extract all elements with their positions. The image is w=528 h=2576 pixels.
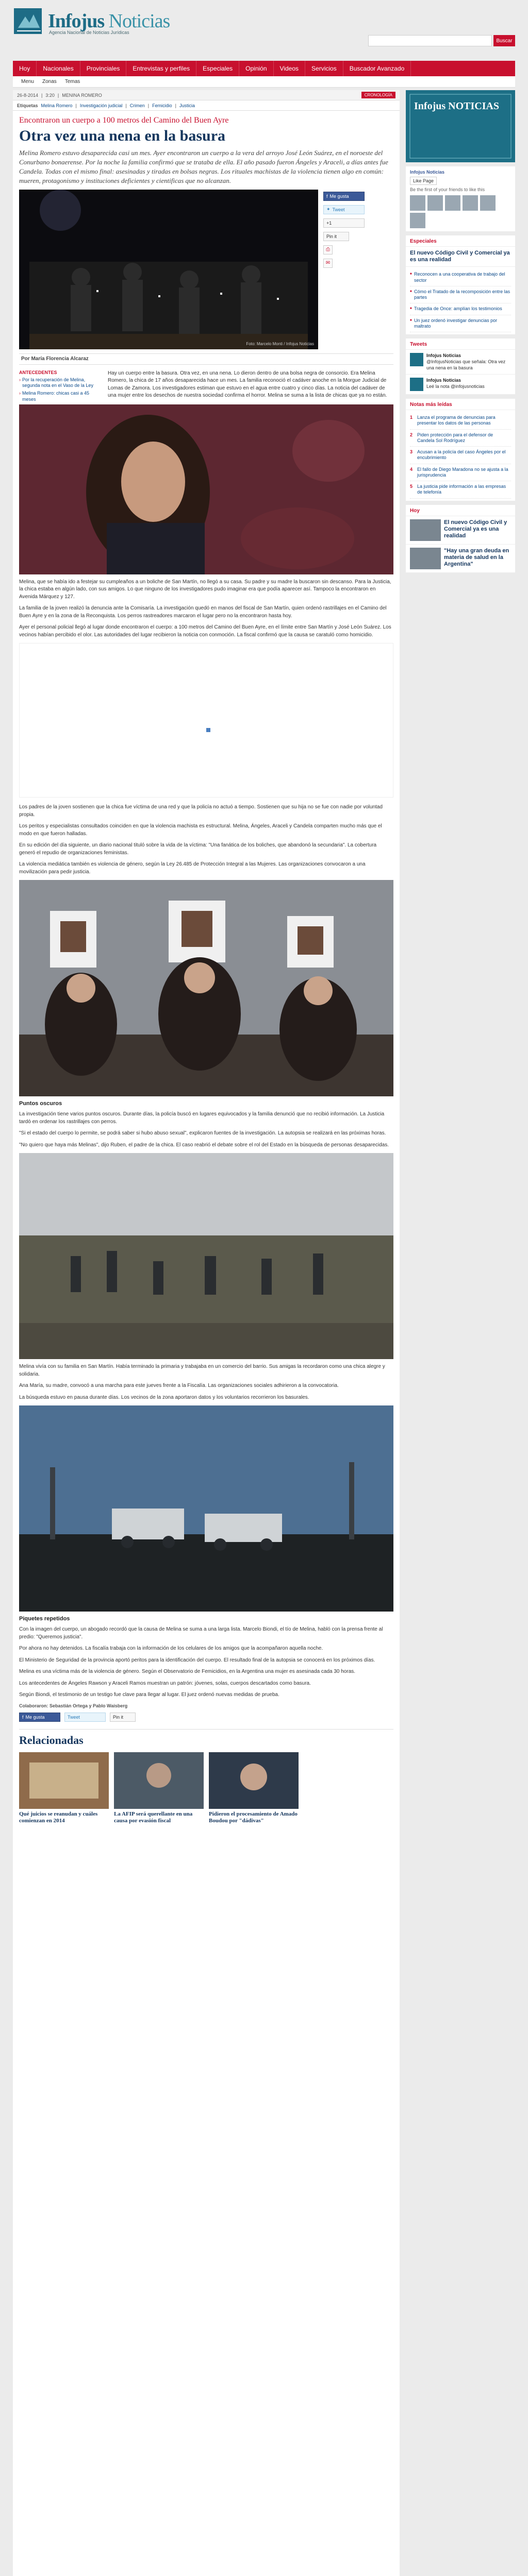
article-kicker: Encontraron un cuerpo a 100 metros del Camino del Buen Ayre xyxy=(19,116,229,125)
embedded-video[interactable] xyxy=(19,643,393,798)
list-item[interactable]: ■ Tragedia de Once: amplían los testimonios xyxy=(410,303,511,315)
nav-item-nacionales[interactable]: Nacionales xyxy=(37,61,80,76)
list-item[interactable]: 1 Lanza el programa de denuncias para presentar los datos de las personas xyxy=(410,412,511,430)
nav-item-servicios[interactable]: Servicios xyxy=(305,61,343,76)
paragraph: La violencia mediática también es violencia de género, según la Ley 26.485 de Protección Integral a las Mujeres. Las organizaciones convocaron a una movilización para pedir justicia. xyxy=(19,861,366,875)
mas-leidas-list xyxy=(406,410,515,501)
hoy-feature-title-2[interactable]: "Hay una gran deuda en materia de salud en la Argentina" xyxy=(444,547,509,568)
subheading: Puntos oscuros xyxy=(19,1100,62,1107)
pin-label: Pin it xyxy=(326,233,337,239)
breadcrumb-label: Etiquetas xyxy=(17,103,38,108)
sidebar xyxy=(406,90,515,677)
avatar[interactable] xyxy=(480,195,496,211)
related-thumb[interactable] xyxy=(114,1752,204,1809)
especiales-title: Especiales xyxy=(406,235,515,247)
paragraph: "Si el estado del cuerpo lo permite, se podrá saber si hubo abuso sexual", explicaron fuentes de la investigación. La autopsia se realizará en las próximas horas. xyxy=(19,1130,386,1137)
hero-row xyxy=(13,190,400,349)
breadcrumb: Etiquetas Melina Romero | Investigación judicial | Crimen | Femicidio | Justicia xyxy=(13,100,400,111)
facebook-icon: f xyxy=(22,1714,24,1720)
tweet[interactable] xyxy=(406,350,515,375)
sidebar-banner[interactable] xyxy=(406,90,515,162)
gplus-button[interactable] xyxy=(323,218,365,228)
related-link[interactable]: › Melina Romero: chicas casi a 45 meses xyxy=(19,391,102,402)
related-grid xyxy=(19,1752,393,1824)
body-column xyxy=(108,370,393,404)
tweet-author: Infojus Noticias xyxy=(426,378,461,383)
logo-tagline: Agencia Nacional de Noticias Jurídicas xyxy=(49,30,129,35)
email-icon[interactable]: ✉ xyxy=(323,259,333,268)
related-thumb[interactable] xyxy=(19,1752,109,1809)
related-link[interactable]: › Por la recuperación de Melina, segunda nota en el Vaso de la Ley xyxy=(19,377,102,389)
twitter-icon: ✦ xyxy=(326,207,331,212)
related-item[interactable] xyxy=(209,1752,299,1824)
nav-item-hoy[interactable]: Hoy xyxy=(13,61,37,76)
paragraph: El Ministerio de Seguridad de la provincia aportó peritos para la identificación del cuerpo. El resultado final de la autopsia se conocerá en los próximos días. xyxy=(19,1657,375,1663)
article-photo-march xyxy=(19,880,393,1096)
subnav-temas[interactable]: Temas xyxy=(64,79,80,84)
article-byline: Por María Florencia Alcaraz xyxy=(19,353,393,365)
nav-item-buscador[interactable]: Buscador Avanzado xyxy=(343,61,411,76)
fb-count: Be the first of your friends to like this xyxy=(410,187,485,192)
tweet-label: Tweet xyxy=(332,207,345,212)
site-header xyxy=(13,0,515,61)
paragraph: Los peritos y especialistas consultados coinciden en que la violencia machista es estructural. Melina, Ángeles, Araceli y Candela comparten mucho más que el modo en que fueron halladas. xyxy=(19,823,382,837)
mas-leidas-widget xyxy=(406,399,515,501)
hoy-feature[interactable] xyxy=(406,516,515,545)
hoy-thumb[interactable] xyxy=(410,519,441,541)
hoy-feature-title[interactable]: El nuevo Código Civil y Comercial ya es una realidad xyxy=(444,519,507,539)
article-lead: Melina Romero estuvo desaparecida casi un mes. Ayer encontraron un cuerpo a la vera del arroyo José León Suárez, en el noroeste del Conurbano bonaerense. Por la noche la familia confirmó que se trataba de ella. El año pasado fueron Ángeles y Araceli, a días antes fue Candela. Todas con el mismo final: asesinadas y tiradas en bolsas negras. Los rituales machistas de la violencia tienen algo en común: mueren, protagonismo y instituciones deficientes y cientificas que no alcanzan. xyxy=(19,149,388,184)
avatar[interactable] xyxy=(410,213,425,228)
related-item[interactable] xyxy=(114,1752,204,1824)
tag-crimen[interactable]: Crimen xyxy=(129,103,145,108)
fb-faces xyxy=(410,195,511,228)
paragraph: La búsqueda estuvo en pausa durante días. Los vecinos de la zona aportaron datos y los voluntarios recorrieron los basurales. xyxy=(19,1394,309,1400)
paragraph: Por ahora no hay detenidos. La fiscalía trabaja con la información de los celulares de los amigos que la acompañaron aquella noche. xyxy=(19,1646,323,1652)
date-bar: 26-8-2014 | 3:20 | MENINA ROMERO CRONOLOGÍA xyxy=(13,90,400,100)
facebook-widget xyxy=(406,166,515,231)
tweet-text: @InfojusNoticias que señala: Otra vez una nena en la basura xyxy=(426,359,506,370)
especiales-list xyxy=(406,267,515,334)
subheading: Piquetes repetidos xyxy=(19,1616,70,1622)
tag-femicidio[interactable]: Femicidio xyxy=(152,103,172,108)
especiales-feature[interactable] xyxy=(406,247,515,267)
list-item-label: Lanza el programa de denuncias para presentar los datos de las personas xyxy=(417,415,496,426)
list-item[interactable]: 3 Acusan a la policía del caso Ángeles por el encubrimiento xyxy=(410,447,511,464)
paragraph: En su edición del día siguiente, un diario nacional tituló sobre la vida de la víctima: "Una fanática de los boliches, que abandonó la secundaria". La cobertura generó el repudio de organizaciones feministas. xyxy=(19,842,377,856)
banner-title: Infojus NOTICIAS xyxy=(414,100,500,112)
tweet-button[interactable] xyxy=(323,205,365,214)
list-item-label: Piden protección para el defensor de Candela Sol Rodríguez xyxy=(417,432,493,443)
logo-mark-icon xyxy=(13,5,45,37)
article-body-top xyxy=(13,365,400,404)
tag-melina-romero[interactable]: Melina Romero xyxy=(41,103,73,108)
share-column xyxy=(323,190,391,349)
nav-item-entrevistas[interactable]: Entrevistas y perfiles xyxy=(126,61,196,76)
list-item[interactable]: 2 Piden protección para el defensor de Candela Sol Rodríguez xyxy=(410,430,511,447)
article-column xyxy=(13,90,400,2576)
facebook-icon: f xyxy=(326,193,328,199)
search-button[interactable]: Buscar xyxy=(493,35,515,46)
tweets-title: Tweets xyxy=(406,338,515,350)
pin-label: Pin it xyxy=(113,1714,124,1720)
related-caption[interactable]: La AFIP será querellante en una causa por evasión fiscal xyxy=(114,1810,193,1824)
list-item[interactable]: ■ Cómo el Tratado de la recomposición entre las partes xyxy=(410,286,511,304)
related-box xyxy=(19,370,102,404)
tweet-label: Tweet xyxy=(68,1714,80,1720)
search-box xyxy=(368,35,492,46)
subnav-menu[interactable]: Menu xyxy=(21,79,35,84)
search-input[interactable] xyxy=(369,36,491,46)
logo-text: Infojus Noticias xyxy=(48,10,170,32)
paragraph: Los antecedentes de Ángeles Rawson y Araceli Ramos muestran un patrón: jóvenes, solas, cuerpos descartados como basura. xyxy=(19,1680,311,1686)
mas-leidas-title: Notas más leídas xyxy=(406,399,515,410)
related-item[interactable] xyxy=(19,1752,109,1824)
fb-page-name[interactable]: Infojus Noticias xyxy=(410,170,445,175)
paragraph: Según Biondi, el testimonio de un testigo fue clave para llegar al lugar. El juez ordenó nuevas medidas de prueba. xyxy=(19,1692,279,1698)
fb-like-page-button[interactable]: Like Page xyxy=(410,177,437,185)
related-caption[interactable]: Pidieron el procesamiento de Amado Boudou por "dádivas" xyxy=(209,1810,298,1824)
paragraph: Los padres de la joven sostienen que la chica fue víctima de una red y que la policía no actuó a tiempo. Sostienen que su hija no se fue con nadie por voluntad propia. xyxy=(19,804,383,818)
avatar[interactable] xyxy=(445,195,460,211)
print-icon[interactable]: ⎙ xyxy=(323,245,333,255)
related-box-title: ANTECEDENTES xyxy=(19,369,57,375)
paragraph: Ayer el personal policial llegó al lugar donde encontraron el cuerpo: a 100 metros del Camino del Buen Ayre, en el límite entre San Martín y José León Suárez. Los vecinos habían percibido el olor. Las autoridades del lugar recibieron la noticia con conmoción. La fiscal confirmó que la causa se caratuló como homicidio. xyxy=(19,624,391,638)
facebook-like-button[interactable] xyxy=(323,192,365,201)
cronologia-badge[interactable]: CRONOLOGÍA xyxy=(361,92,395,98)
tag-justicia[interactable]: Justicia xyxy=(179,103,195,108)
article-headline: Otra vez una nena en la basura xyxy=(19,127,226,144)
bottom-share-strip xyxy=(19,1713,393,1722)
paragraph: Con la imagen del cuerpo, un abogado recordó que la causa de Melina se suma a una larga lista. Marcelo Biondi, el tío de Melina, habló con la prensa frente al predio: "Queremos justicia". xyxy=(19,1626,383,1640)
related-caption[interactable]: Qué juicios se reanudan y cuáles comienzan en 2014 xyxy=(19,1810,98,1824)
avatar[interactable] xyxy=(427,195,443,211)
paragraph: La familia de la joven realizó la denuncia ante la Comisaría. La investigación quedó en manos del fiscal de San Martín, quien ordenó rastrillajes en el Camino del Buen Ayre y en la zona de la Reconquista. Los perros rastreadores marcaron el lugar pero no la encontraron hasta hoy. xyxy=(19,605,387,619)
related-section xyxy=(19,1729,393,1824)
facebook-like-button-bottom[interactable] xyxy=(19,1713,60,1722)
list-item[interactable]: ■ Reconocen a una cooperativa de trabajo del sector xyxy=(410,269,511,286)
avatar xyxy=(410,353,423,366)
tag-investigacion[interactable]: Investigación judicial xyxy=(79,103,123,108)
hoy-feature-2[interactable] xyxy=(406,545,515,573)
collaborators-note: Colaboraron: Sebastián Ortega y Pablo Waisberg xyxy=(19,1703,128,1708)
tweets-widget xyxy=(406,338,515,395)
nav-item-opinion[interactable]: Opinión xyxy=(239,61,273,76)
hoy-widget xyxy=(406,505,515,573)
paragraph: La investigación tiene varios puntos oscuros. Durante días, la policía buscó en lugares equivocados y la familia denunció que no recibió información. La Justicia tardó en ordenar los rastrillajes con perros. xyxy=(19,1111,385,1125)
video-play-icon[interactable] xyxy=(206,728,210,732)
like-label: Me gusta xyxy=(329,193,349,199)
paragraph: Melina, que se había ido a festejar su cumpleaños a un boliche de San Martín, no llegó a su casa. Su padre y su madre la buscaron sin descanso. Para la Justicia, la chica estaba en algún lado, con sus amigos. Lo que ninguno de los investigadores pudo imaginar era que podía aparecer así. Tampoco la encontraron en Avenida Márquez y 127. xyxy=(19,579,391,600)
tweet-button-bottom[interactable] xyxy=(64,1713,106,1722)
paragraph: Melina vivía con su familia en San Martín. Había terminado la primaria y trabajaba en un comercio del barrio. Sus amigas la recordaron como una chica alegre y solidaria. xyxy=(19,1364,385,1377)
tweet[interactable] xyxy=(406,375,515,395)
list-item-label: Acusan a la policía del caso Ángeles por el encubrimiento xyxy=(417,449,506,461)
list-item-label: El fallo de Diego Maradona no se ajusta a la jurisprudencia xyxy=(417,466,508,478)
nav-item-videos[interactable]: Videos xyxy=(274,61,305,76)
nav-item-provinciales[interactable]: Provinciales xyxy=(80,61,127,76)
pinterest-button[interactable] xyxy=(323,232,349,241)
subnav-zonas[interactable]: Zonas xyxy=(42,79,57,84)
paragraph: Ana María, su madre, convocó a una marcha para este jueves frente a la Fiscalía. Las organizaciones sociales adhirieron a la convocatoria. xyxy=(19,1383,339,1389)
related-thumb[interactable] xyxy=(209,1752,299,1809)
list-item[interactable]: 5 La justicia pide información a las empresas de telefonía xyxy=(410,481,511,499)
paragraph: Hay un cuerpo entre la basura. Otra vez, en una nena. Lo dieron dentro de una bolsa negra de consorcio. Era Melina Romero, la chica de 17 años desaparecida hace un mes. La familia reconoció el cadáver anoche en la Morgue Judicial de Lomas de Zamora. Los investigadores estiman que estuvo en el agua entre cuatro y cinco días. La noticia del cadáver de una mujer entre los desechos de nuestra sociedad confirma el horror. Melina se suma a la lista de chicas que ya no están. xyxy=(108,370,387,399)
sub-nav xyxy=(13,76,515,88)
especiales-widget xyxy=(406,235,515,334)
article-photo-site xyxy=(19,1405,393,1612)
article-date: 26-8-2014 xyxy=(17,92,39,98)
nav-item-especiales[interactable]: Especiales xyxy=(196,61,239,76)
article-photo-search xyxy=(19,1153,393,1359)
list-item-label: La justicia pide información a las empresas de telefonía xyxy=(417,484,506,495)
avatar[interactable] xyxy=(463,195,478,211)
paragraph: Melina es una víctima más de la violencia de género. Según el Observatorio de Femicidios, en la Argentina una mujer es asesinada cada 30 horas. xyxy=(19,1669,356,1675)
hoy-thumb[interactable] xyxy=(410,548,441,569)
article-header xyxy=(13,111,400,190)
tweet-author: Infojus Noticias xyxy=(426,353,461,359)
especiales-feature-title[interactable]: El nuevo Código Civil y Comercial ya es una realidad xyxy=(410,250,510,263)
avatar xyxy=(410,378,423,391)
photo-credit: Foto: Marcelo Monti / Infojus Noticias xyxy=(246,341,314,346)
article-photo-portrait xyxy=(19,404,393,574)
paragraph: "No quiero que haya más Melinas", dijo Ruben, el padre de la chica. El caso reabrió el debate sobre el rol del Estado en la búsqueda de personas desaparecidas. xyxy=(19,1142,389,1148)
gplus-label: +1 xyxy=(326,220,332,226)
hero-photo xyxy=(19,190,318,349)
related-title: Relacionadas xyxy=(19,1733,84,1747)
list-item[interactable]: 4 El fallo de Diego Maradona no se ajusta a la jurisprudencia xyxy=(410,464,511,482)
like-label: Me gusta xyxy=(25,1714,45,1720)
tweet-text: Leé la nota @infojusnoticias xyxy=(426,383,485,389)
main-nav xyxy=(13,61,515,76)
list-item[interactable]: ■ Un juez ordenó investigar denuncias por maltrato xyxy=(410,315,511,333)
article-time: 3:20 xyxy=(45,92,55,98)
article-section[interactable]: MENINA ROMERO xyxy=(62,92,102,98)
avatar[interactable] xyxy=(410,195,425,211)
pinterest-button-bottom[interactable] xyxy=(110,1713,136,1722)
hoy-title: Hoy xyxy=(406,505,515,516)
